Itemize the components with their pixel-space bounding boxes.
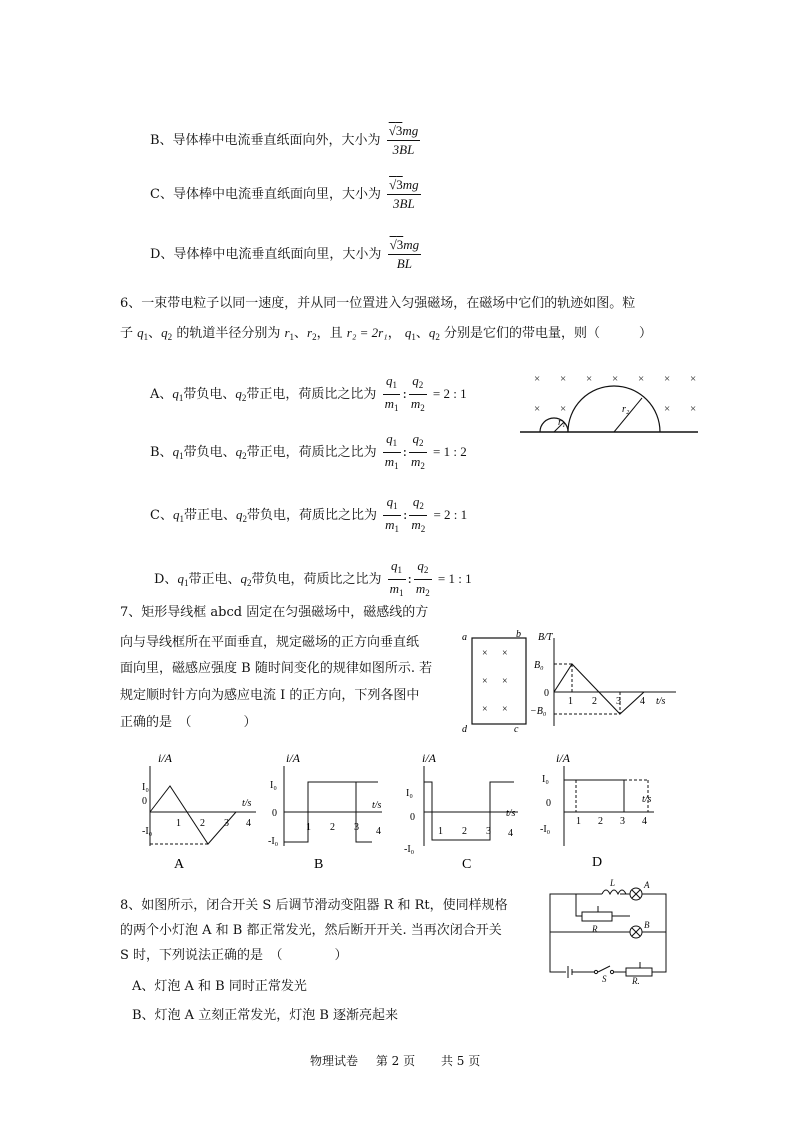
graph-a-t3: 3 <box>224 818 229 829</box>
inductor-coil <box>602 890 626 894</box>
graph-d-t2: 2 <box>598 816 603 827</box>
q6-trajectory-figure <box>520 368 700 438</box>
field-x: × <box>612 373 619 385</box>
q6-a-t2: 带正电，荷质比之比为 <box>246 387 377 402</box>
b-graph-ylabel: B/T <box>538 632 553 643</box>
q7-line-4: 规定顺时针方向为感应电流 I 的正方向，下列各图中 <box>120 688 420 703</box>
label-s: S <box>602 974 607 984</box>
graph-c-t4: 4 <box>508 828 513 839</box>
q6-option-a: A、$q_1$带负电、$q_2$带正电，荷质比之比为 $\frac{q_1}{m_1}$ : $\frac{q_2}{m_2}$ = 2 : 1 <box>150 373 467 413</box>
b-graph-zero: 0 <box>544 688 549 699</box>
q6-c-ratio: = 2 : 1 <box>433 507 468 522</box>
q5-option-d-text: D、导体棒中电流垂直纸面向里，大小为 <box>150 247 382 262</box>
graph-b-t4: 4 <box>376 826 381 837</box>
q7-line-3: 面向里，磁感应强度 B 随时间变化的规律如图所示. 若 <box>120 661 433 676</box>
large-trajectory <box>568 386 660 432</box>
q8-line-3: S 时，下列说法正确的是 （ ） <box>120 948 348 963</box>
graph-d-ylabel: i/A <box>556 751 570 765</box>
corner-d: d <box>462 724 467 734</box>
q6-eq-r: r₂ = 2r₁ <box>346 325 388 340</box>
q5-b-root: 3 <box>395 123 403 138</box>
q5-option-b <box>150 122 422 159</box>
q5-b-num: mg <box>402 123 419 138</box>
graph-a-curve <box>150 786 236 844</box>
graph-d-t1: 1 <box>576 816 581 827</box>
q6-sub-r2: 2 <box>312 332 317 342</box>
q5-c-num: mg <box>402 177 419 192</box>
field-x: × <box>534 403 541 415</box>
r2-label: r₂ <box>622 404 630 415</box>
q6-stem-line1: 6、一束带电粒子以同一速度，并从同一位置进入匀强磁场，在磁场中它们的轨迹如图。粒 <box>120 296 636 311</box>
q5-option-c <box>150 176 423 213</box>
q5-b-den: 3BL <box>392 142 415 157</box>
graph-c-letter: C <box>462 857 472 872</box>
frame-x: × <box>482 648 488 659</box>
q7-line-5: 正确的是 （ ） <box>120 715 257 730</box>
graph-a-neg-i0: -I₀ <box>142 826 153 837</box>
frame-x: × <box>482 704 488 715</box>
frame-x: × <box>502 648 508 659</box>
graph-c-xlabel: t/s <box>506 808 516 819</box>
q7-graph-c <box>402 748 530 874</box>
graph-c-neg-i0: -I₀ <box>404 844 415 855</box>
wire-right <box>642 894 666 972</box>
q5-option-c-text: C、导体棒中电流垂直纸面向里，大小为 <box>150 187 381 202</box>
q6-d-letter: D、 <box>154 572 178 587</box>
q6-sub-2: 2 <box>167 332 173 342</box>
graph-b-t1: 1 <box>306 822 311 833</box>
q6-sym-r1: r <box>284 325 290 340</box>
q6-option-d: D、$q_1$带正电、$q_2$带负电，荷质比之比为 $\frac{q_1}{m_1}$ : $\frac{q_2}{m_2}$ = 1 : 1 <box>154 558 472 598</box>
q5-d-den: BL <box>396 256 412 271</box>
graph-d-xlabel: t/s <box>642 794 652 805</box>
graph-d-t4: 4 <box>642 816 647 827</box>
q6-d-t2: 带负电，荷质比之比为 <box>251 572 382 587</box>
graph-b-xlabel: t/s <box>372 800 382 811</box>
r1-label: r₁ <box>558 417 566 428</box>
q6-stem-text-e: 分别是它们的带电量，则（ ） <box>444 326 653 341</box>
q8-option-a: A、灯泡 A 和 B 同时正常发光 <box>132 979 307 994</box>
q6-c-t2: 带负电，荷质比之比为 <box>246 508 377 523</box>
graph-c-i0: I₀ <box>406 788 413 799</box>
q8-line-1: 8、如图所示，闭合开关 S 后调节滑动变阻器 R 和 Rt，使同样规格 <box>120 898 508 913</box>
b-graph-b0: B₀ <box>534 660 544 671</box>
graph-c-zero: 0 <box>410 812 415 823</box>
q6-a-ratio: = 2 : 1 <box>432 386 467 401</box>
graph-b-i0: I₀ <box>270 780 277 791</box>
field-x: × <box>664 403 671 415</box>
graph-d-neg-i0: -I₀ <box>540 824 551 835</box>
q5-c-den: 3BL <box>393 196 415 211</box>
graph-c-ylabel: i/A <box>422 751 436 765</box>
corner-c: c <box>514 724 519 734</box>
q6-sep-3: 、 <box>415 326 429 341</box>
graph-d-i0: I₀ <box>542 774 549 785</box>
q7-line-1: 7、矩形导线框 abcd 固定在匀强磁场中，磁感线的方 <box>120 605 429 620</box>
q5-option-d-fraction: $\frac{√3mg}{BL}$ <box>389 237 420 271</box>
q6-sub-q1b: 1 <box>411 332 416 342</box>
q5-option-c-fraction: $\frac{√3mg}{3BL}$ <box>389 177 419 211</box>
field-x: × <box>560 373 567 385</box>
q6-sub-1: 1 <box>143 332 149 342</box>
q8-option-b: B、灯泡 A 立刻正常发光，灯泡 B 逐渐亮起来 <box>132 1008 399 1023</box>
q6-sym-r2: r <box>307 325 313 340</box>
graph-c-t3: 3 <box>486 826 491 837</box>
q8-line-2: 的两个小灯泡 A 和 B 都正常发光，然后断开开关. 当再次闭合开关 <box>120 923 502 938</box>
graph-a-t4: 4 <box>246 818 251 829</box>
label-r: R <box>592 924 598 934</box>
footer-page: 第 2 页 <box>375 1054 416 1068</box>
graph-a-ylabel: i/A <box>158 751 172 765</box>
q6-d-ratio: = 1 : 1 <box>437 571 472 586</box>
graph-d-t3: 3 <box>620 816 625 827</box>
corner-b: b <box>516 629 521 640</box>
graph-b-neg-i0: -I₀ <box>268 836 279 847</box>
page-footer <box>310 1052 480 1069</box>
q6-stem-text-c: ，且 <box>316 326 343 341</box>
graph-c-t2: 2 <box>462 826 467 837</box>
q6-b-t2: 带正电，荷质比之比为 <box>246 445 377 460</box>
q6-sep-2: 、 <box>294 326 308 341</box>
b-graph-t2: 2 <box>592 696 597 707</box>
graph-b-t3: 3 <box>354 822 359 833</box>
q6-stem-text-a: 子 <box>120 326 134 341</box>
corner-a: a <box>462 632 467 643</box>
label-b: B <box>644 920 650 930</box>
field-x: × <box>586 373 593 385</box>
q7-graph-b <box>268 748 396 874</box>
q6-option-b: B、$q_1$带负电、$q_2$带正电，荷质比之比为 $\frac{q_1}{m_1}$ : $\frac{q_2}{m_2}$ = 1 : 2 <box>150 431 467 471</box>
switch-post <box>610 970 613 973</box>
q5-option-b-text: B、导体棒中电流垂直纸面向外，大小为 <box>150 133 381 148</box>
graph-b-zero: 0 <box>272 808 277 819</box>
label-l: L <box>610 878 616 888</box>
footer-subject: 物理试卷 <box>310 1054 359 1068</box>
graph-c-t1: 1 <box>438 826 443 837</box>
q6-stem-text-b: 的轨道半径分别为 <box>176 326 281 341</box>
q6-b-letter: B、 <box>150 445 173 460</box>
q6-sym-q2: q <box>161 325 168 340</box>
q6-b-ratio: = 1 : 2 <box>433 444 467 459</box>
field-x: × <box>638 373 645 385</box>
frame-x: × <box>502 676 508 687</box>
graph-d-zero: 0 <box>546 798 551 809</box>
q6-b-t1: 带负电、 <box>183 445 236 460</box>
q6-option-c: C、$q_1$带正电、$q_2$带负电，荷质比之比为 $\frac{q_1}{m_1}$ : $\frac{q_2}{m_2}$ = 2 : 1 <box>150 494 468 534</box>
graph-b-ylabel: i/A <box>286 751 300 765</box>
graph-a-t1: 1 <box>176 818 181 829</box>
wire-left <box>550 894 576 972</box>
wire-frame <box>472 638 526 724</box>
q6-sub-r1: 1 <box>289 332 295 342</box>
switch-post <box>594 970 597 973</box>
rheostat-r <box>582 912 612 921</box>
q6-a-letter: A、 <box>150 387 173 402</box>
q5-d-num: mg <box>403 237 420 252</box>
label-rt: R. <box>632 976 640 984</box>
b-graph-t3: 3 <box>616 696 621 707</box>
graph-a-t2: 2 <box>200 818 205 829</box>
switch-blade <box>598 966 610 972</box>
field-x: × <box>534 373 541 385</box>
rheostat-rt <box>626 968 652 976</box>
field-x: × <box>664 373 671 385</box>
wire-mid-a <box>576 894 582 916</box>
q8-circuit-figure <box>540 876 680 984</box>
field-x: × <box>690 373 697 385</box>
q6-d-t1: 带正电、 <box>188 572 241 587</box>
q6-c-t1: 带正电、 <box>183 508 236 523</box>
graph-d-letter: D <box>592 855 603 870</box>
frame-x: × <box>482 676 488 687</box>
b-graph-t4: 4 <box>640 696 645 707</box>
graph-d-curve <box>564 780 624 812</box>
q7-graph-d <box>536 744 664 870</box>
q6-sep-1: 、 <box>148 326 162 341</box>
graph-a-zero: 0 <box>142 796 147 807</box>
q6-c-letter: C、 <box>150 508 173 523</box>
graph-a-i0: I₀ <box>142 782 149 793</box>
q6-sym-q1b: q <box>404 325 412 340</box>
b-graph-neg-b0: −B₀ <box>530 706 547 717</box>
field-x: × <box>690 403 697 415</box>
q6-sym-q2b: q <box>428 325 436 340</box>
q6-sub-q2b: 2 <box>435 332 440 342</box>
q6-sym-q1: q <box>137 325 144 340</box>
label-a: A <box>644 880 650 890</box>
q6-a-t1: 带负电、 <box>183 387 236 402</box>
graph-b-t2: 2 <box>330 822 335 833</box>
q5-d-root: 3 <box>396 237 404 252</box>
q5-option-d <box>150 236 423 273</box>
field-x: × <box>560 403 567 415</box>
frame-x: × <box>502 704 508 715</box>
q5-c-root: 3 <box>396 177 403 192</box>
b-graph-t1: 1 <box>568 696 573 707</box>
footer-total: 共 5 页 <box>440 1054 481 1068</box>
q7-graph-a <box>140 748 270 874</box>
q5-option-b-fraction: $\frac{√3mg}{3BL}$ <box>388 123 419 157</box>
q7-line-2: 向与导线框所在平面垂直，规定磁场的正方向垂直纸 <box>120 635 420 650</box>
q7-frame-and-b-graph <box>458 628 684 734</box>
graph-a-letter: A <box>174 857 185 872</box>
graph-a-xlabel: t/s <box>242 798 252 809</box>
b-graph-xlabel: t/s <box>656 696 666 707</box>
q6-stem-text-d: ， <box>387 326 401 341</box>
graph-b-letter: B <box>314 857 324 872</box>
q6-stem-line2 <box>120 324 652 346</box>
